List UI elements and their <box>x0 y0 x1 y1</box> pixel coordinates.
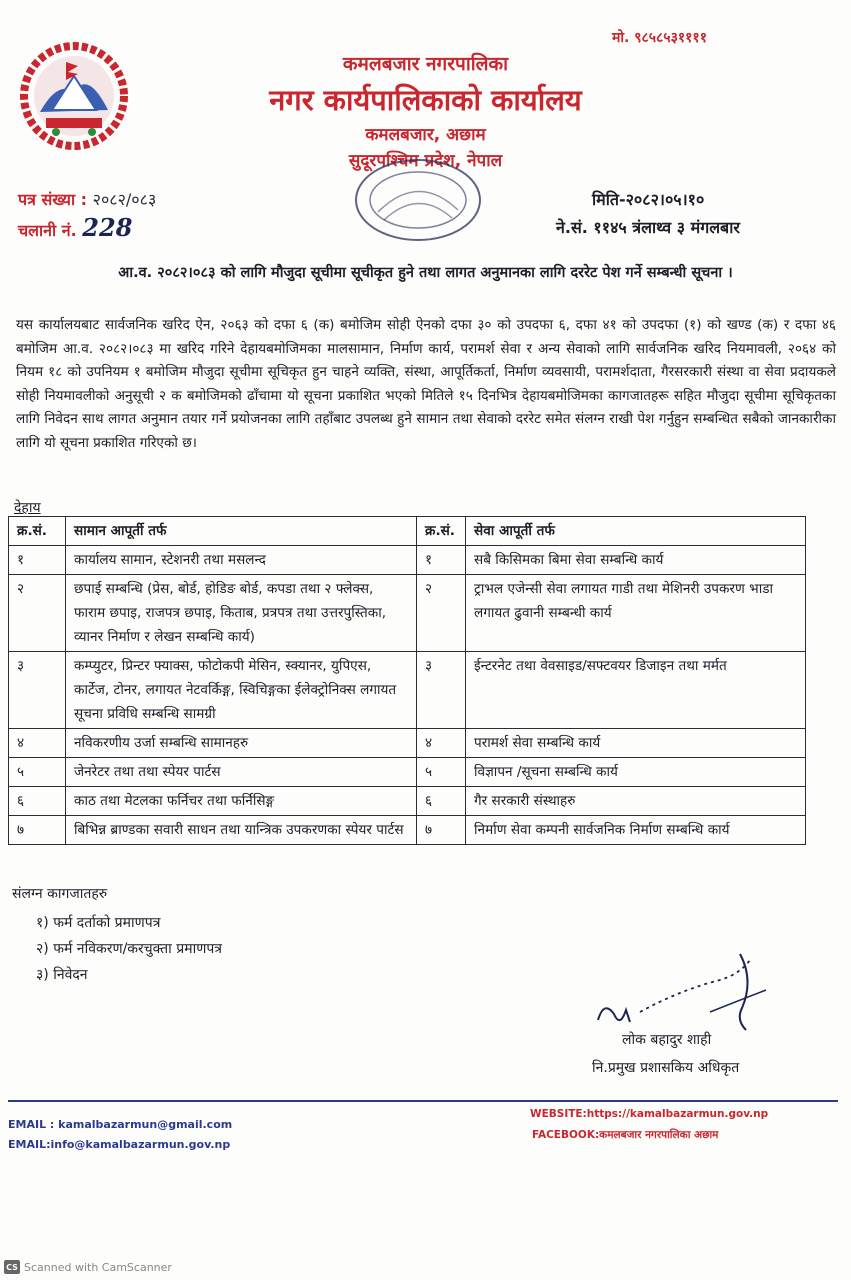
notice-body: यस कार्यालयबाट सार्वजनिक खरिद ऐन, २०६३ को दफा ६ (क) बमोजिम सोही ऐनको दफा ३० को उपदफा ६, दफा ४१ को उपदफा (१) को खण्ड (क) र दफा ४६ बमोजिम आ.व. २०८२।०८३ मा खरिद गरिने देहायबमोजिमका मालसामान, निर्माण कार्य, परामर्श सेवा र अन्य सेवाको लागि सार्वजनिक खरिद नियमावली, २०६४ को नियम १८ को उपनियम १ बमोजिम मौजुदा सूचीमा सूचिकृत हुन चाहने व्यक्ति, संस्था, आपूर्तिकर्ता, निर्माण व्यवसायी, परामर्शदाता, गैरसरकारी संस्था वा सेवा प्रदायकले सोही नियमावलीको अनुसूची २ क बमोजिमको ढाँचामा यो सूचना प्रकाशित भएको मितिले १५ दिनभित्र देहायबमोजिमका कागजातहरू सहित मौजुदा सूचीमा सूचिकृतका लागि निवेदन साथ लागत अनुमान तयार गर्ने प्रयोजनका लागि तहाँबाट उपलब्ध हुने सामान तथा सेवाको दररेट समेत संलग्न राखी पेश गर्नुहुन सम्बन्धित सबैको जानकारीका लागि यो सूचना प्रकाशित गरिएको छ। <box>16 317 836 451</box>
scanner-watermark <box>4 1260 172 1274</box>
row-goods: काठ तथा मेटलका फर्निचर तथा फर्निसिङ्ग <box>66 787 417 816</box>
row-sn-service: ४ <box>417 729 466 758</box>
row-sn-goods: ७ <box>9 816 66 845</box>
attachments-list <box>36 910 222 988</box>
office-address: कमलबजार, अछाम <box>365 125 486 145</box>
row-sn-service: १ <box>417 546 466 575</box>
row-service: सबै किसिमका बिमा सेवा सम्बन्धि कार्य <box>466 546 806 575</box>
municipality-name: कमलबजार नगरपालिका <box>342 53 509 75</box>
letter-no-value: २०८२/०८३ <box>92 190 157 209</box>
row-goods: छपाई सम्बन्धि (प्रेस, बोर्ड, होडिङ बोर्ड, कपडा तथा २ फ्लेक्स, फाराम छपाइ, राजपत्र छपाइ, किताब, प्रत्रपत्र तथा उत्तरपुस्तिका, व्यानर निर्माण र लेखन सम्बन्धि कार्य) <box>66 575 417 652</box>
row-service: निर्माण सेवा कम्पनी सार्वजनिक निर्माण सम्बन्धि कार्य <box>466 816 806 845</box>
row-sn-goods: ५ <box>9 758 66 787</box>
attachment-item: २) फर्म नविकरण/करचुक्ता प्रमाणपत्र <box>36 941 222 957</box>
row-sn-goods: ६ <box>9 787 66 816</box>
attachments-title: संलग्न कागजातहरु <box>12 886 108 902</box>
table-row <box>9 729 806 758</box>
row-goods: जेनरेटर तथा तथा स्पेयर पार्टस <box>66 758 417 787</box>
row-sn-service: ५ <box>417 758 466 787</box>
row-sn-goods: ४ <box>9 729 66 758</box>
table-row <box>9 758 806 787</box>
header-service: सेवा आपूर्ती तर्फ <box>466 517 806 546</box>
header-sn-goods: क्र.सं. <box>9 517 66 546</box>
row-service: ट्राभल एजेन्सी सेवा लगायत गाडी तथा मेशिनरी उपकरण भाडा लगायत ढुवानी सम्बन्धी कार्य <box>466 575 806 652</box>
footer-facebook: FACEBOOK:कमलबजार नगरपालिका अछाम <box>532 1129 719 1141</box>
row-service: परामर्श सेवा सम्बन्धि कार्य <box>466 729 806 758</box>
footer-email-secondary: EMAIL:info@kamalbazarmun.gov.np <box>8 1138 231 1151</box>
header-goods: सामान आपूर्ती तर्फ <box>66 517 417 546</box>
signer-name: लोक बहादुर शाही <box>622 1032 712 1048</box>
table-row <box>9 546 806 575</box>
office-name: नगर कार्यपालिकाको कार्यालय <box>269 83 582 117</box>
row-goods: बिभिन्न ब्राण्डका सवारी साधन तथा यान्त्रिक उपकरणका स्पेयर पार्टस <box>66 816 417 845</box>
footer-website: WEBSITE:https://kamalbazarmun.gov.np <box>530 1108 769 1120</box>
table-row <box>9 652 806 729</box>
row-sn-goods: १ <box>9 546 66 575</box>
letter-date: मिति-२०८२।०५।१० <box>592 190 705 209</box>
office-seal-stamp-icon <box>348 152 488 248</box>
row-sn-goods: २ <box>9 575 66 652</box>
row-service: गैर सरकारी संस्थाहरु <box>466 787 806 816</box>
annex-label: देहाय <box>14 500 41 516</box>
nepal-samvat-date: ने.सं. ११४५ त्रंलाथ्व ३ मंगलबार <box>556 218 740 237</box>
reference-block-left <box>18 186 156 245</box>
letter-no-label: पत्र संख्या : <box>18 190 88 209</box>
row-sn-service: २ <box>417 575 466 652</box>
items-table <box>8 516 806 845</box>
dispatch-no-label: चलानी नं. <box>18 221 77 240</box>
row-sn-service: ३ <box>417 652 466 729</box>
row-service: विज्ञापन /सूचना सम्बन्धि कार्य <box>466 758 806 787</box>
footer-email-primary: EMAIL : kamalbazarmun@gmail.com <box>8 1118 233 1131</box>
table-row <box>9 787 806 816</box>
row-sn-service: ६ <box>417 787 466 816</box>
row-sn-service: ७ <box>417 816 466 845</box>
signer-title: नि.प्रमुख प्रशासकिय अधिकृत <box>592 1060 740 1076</box>
table-row <box>9 816 806 845</box>
reference-block-right <box>556 186 740 242</box>
scanner-text: Scanned with CamScanner <box>24 1260 172 1274</box>
row-sn-goods: ३ <box>9 652 66 729</box>
row-goods: कार्यालय सामान, स्टेशनरी तथा मसलन्द <box>66 546 417 575</box>
mobile-number: मो. ९८५८५३११११ <box>612 30 707 46</box>
dispatch-no-value: 228 <box>82 213 133 242</box>
table-row <box>9 575 806 652</box>
row-goods: नविकरणीय उर्जा सम्बन्धि सामानहरु <box>66 729 417 758</box>
province-name: सुदूरपश्चिम प्रदेश, नेपाल <box>348 151 503 171</box>
camscanner-logo-icon: CS <box>4 1260 20 1274</box>
row-goods: कम्प्युटर, प्रिन्टर फ्याक्स, फोटोकपी मेसिन, स्क्यानर, युपिएस, कार्टेज, टोनर, लगायत नेटवर्किङ्ग, स्विचिङ्गका ईलेक्ट्रोनिक्स लगायत सूचना प्रविधि सम्बन्धि सामग्री <box>66 652 417 729</box>
attachment-item: ३) निवेदन <box>36 967 88 983</box>
row-service: ईन्टरनेट तथा वेवसाइड/सफ्टवयर डिजाइन तथा मर्मत <box>466 652 806 729</box>
header-sn-service: क्र.सं. <box>417 517 466 546</box>
table-header-row <box>9 517 806 546</box>
notice-subject: आ.व. २०८२।०८३ को लागि मौजुदा सूचीमा सूचीकृत हुने तथा लागत अनुमानका लागि दररेट पेश गर्ने सम्बन्धी सूचना । <box>118 265 733 281</box>
footer-divider <box>8 1100 838 1102</box>
attachment-item: १) फर्म दर्ताको प्रमाणपत्र <box>36 915 161 931</box>
